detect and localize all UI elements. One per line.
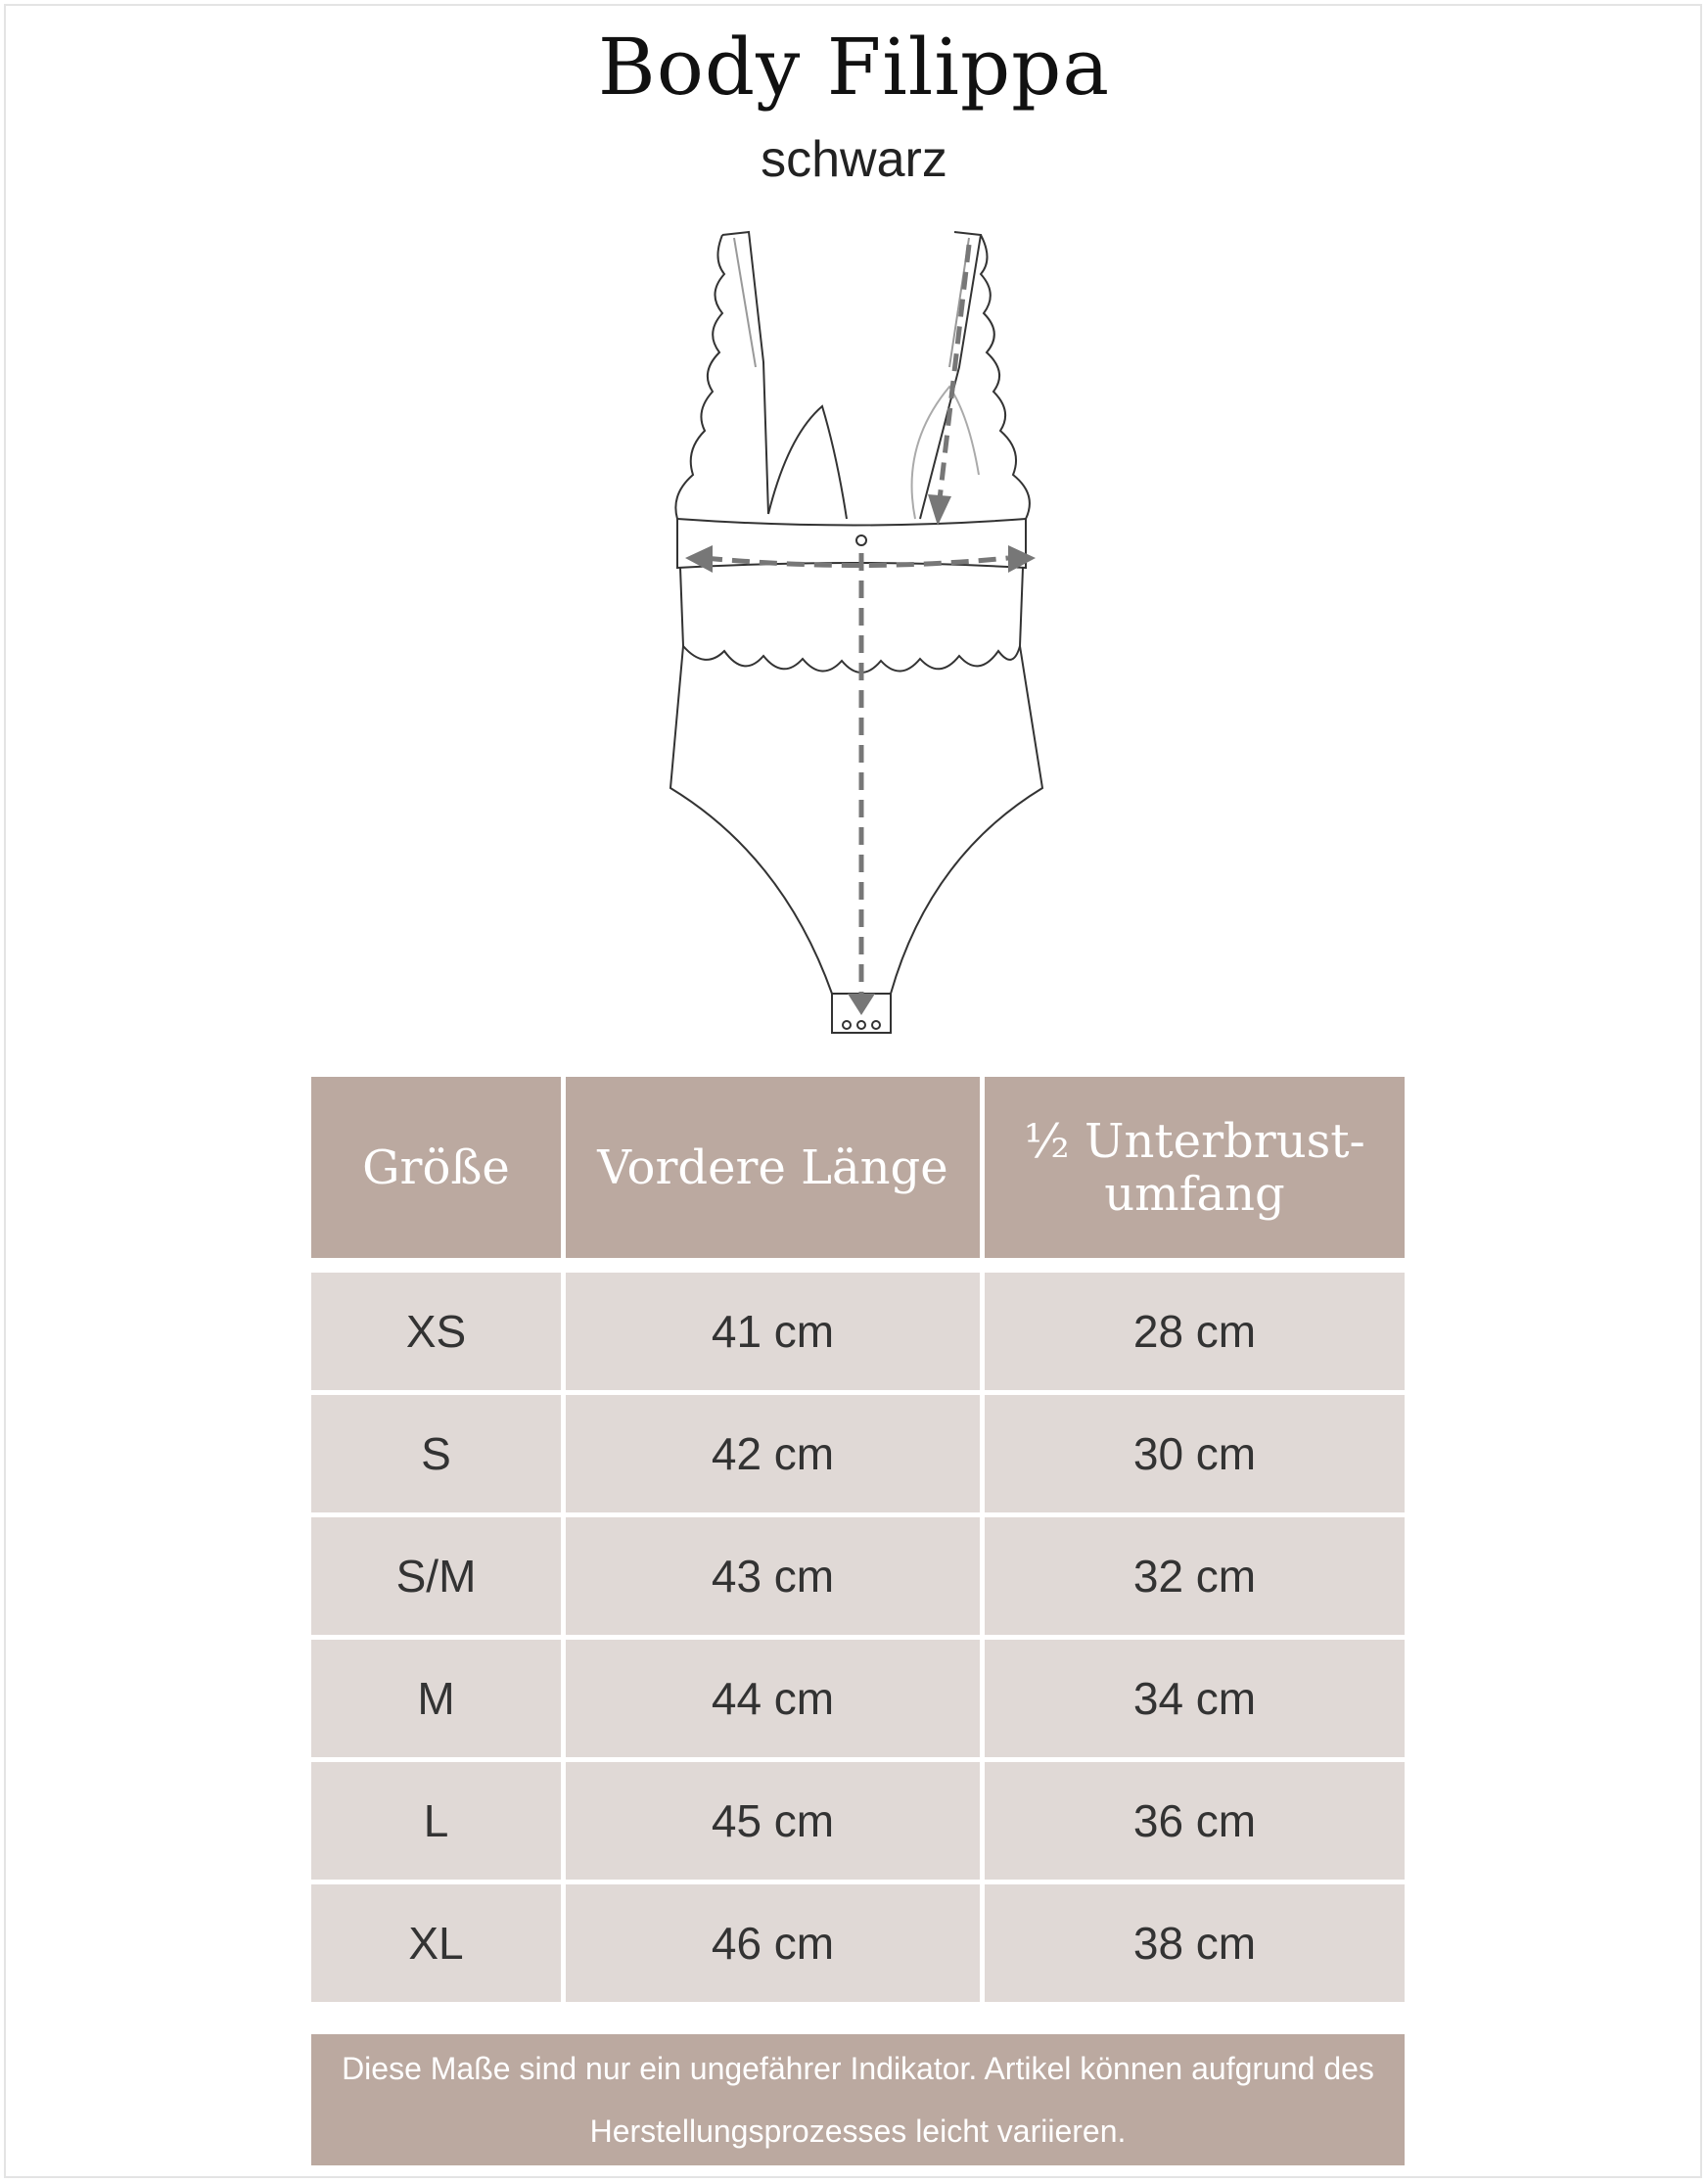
header-underbust xyxy=(985,1077,1405,1258)
cell-size: M xyxy=(311,1640,561,1757)
cell-front-length: 44 cm xyxy=(566,1640,980,1757)
cell-underbust: 36 cm xyxy=(985,1762,1405,1880)
size-table-header xyxy=(311,1077,1405,1258)
table-row xyxy=(311,1395,1405,1512)
table-row xyxy=(311,1517,1405,1635)
product-color: schwarz xyxy=(761,131,947,188)
cell-front-length: 46 cm xyxy=(566,1884,980,2002)
header-underbust-line1: ½ Unterbrust- xyxy=(1024,1113,1365,1169)
cell-size: L xyxy=(311,1762,561,1880)
header-front-length: Vordere Länge xyxy=(566,1077,980,1258)
size-table-body xyxy=(311,1273,1405,2007)
table-row xyxy=(311,1640,1405,1757)
table-row xyxy=(311,1884,1405,2002)
cell-underbust: 30 cm xyxy=(985,1395,1405,1512)
cell-front-length: 41 cm xyxy=(566,1273,980,1390)
bodysuit-measurement-diagram-icon xyxy=(666,220,1057,1043)
header-size: Größe xyxy=(311,1077,561,1258)
header-underbust-line2: umfang xyxy=(1104,1166,1285,1222)
cell-size: XS xyxy=(311,1273,561,1390)
table-row xyxy=(311,1762,1405,1880)
cell-underbust: 34 cm xyxy=(985,1640,1405,1757)
cell-front-length: 42 cm xyxy=(566,1395,980,1512)
cell-size: S xyxy=(311,1395,561,1512)
cell-front-length: 45 cm xyxy=(566,1762,980,1880)
disclaimer-note: Diese Maße sind nur ein ungefährer Indikator. Artikel können aufgrund des Herstellungsprozesses leicht variieren. xyxy=(311,2034,1405,2165)
cell-front-length: 43 cm xyxy=(566,1517,980,1635)
cell-underbust: 38 cm xyxy=(985,1884,1405,2002)
cell-underbust: 28 cm xyxy=(985,1273,1405,1390)
table-row xyxy=(311,1273,1405,1390)
cell-size: XL xyxy=(311,1884,561,2002)
cell-size: S/M xyxy=(311,1517,561,1635)
cell-underbust: 32 cm xyxy=(985,1517,1405,1635)
product-title: Body Filippa xyxy=(597,22,1111,113)
